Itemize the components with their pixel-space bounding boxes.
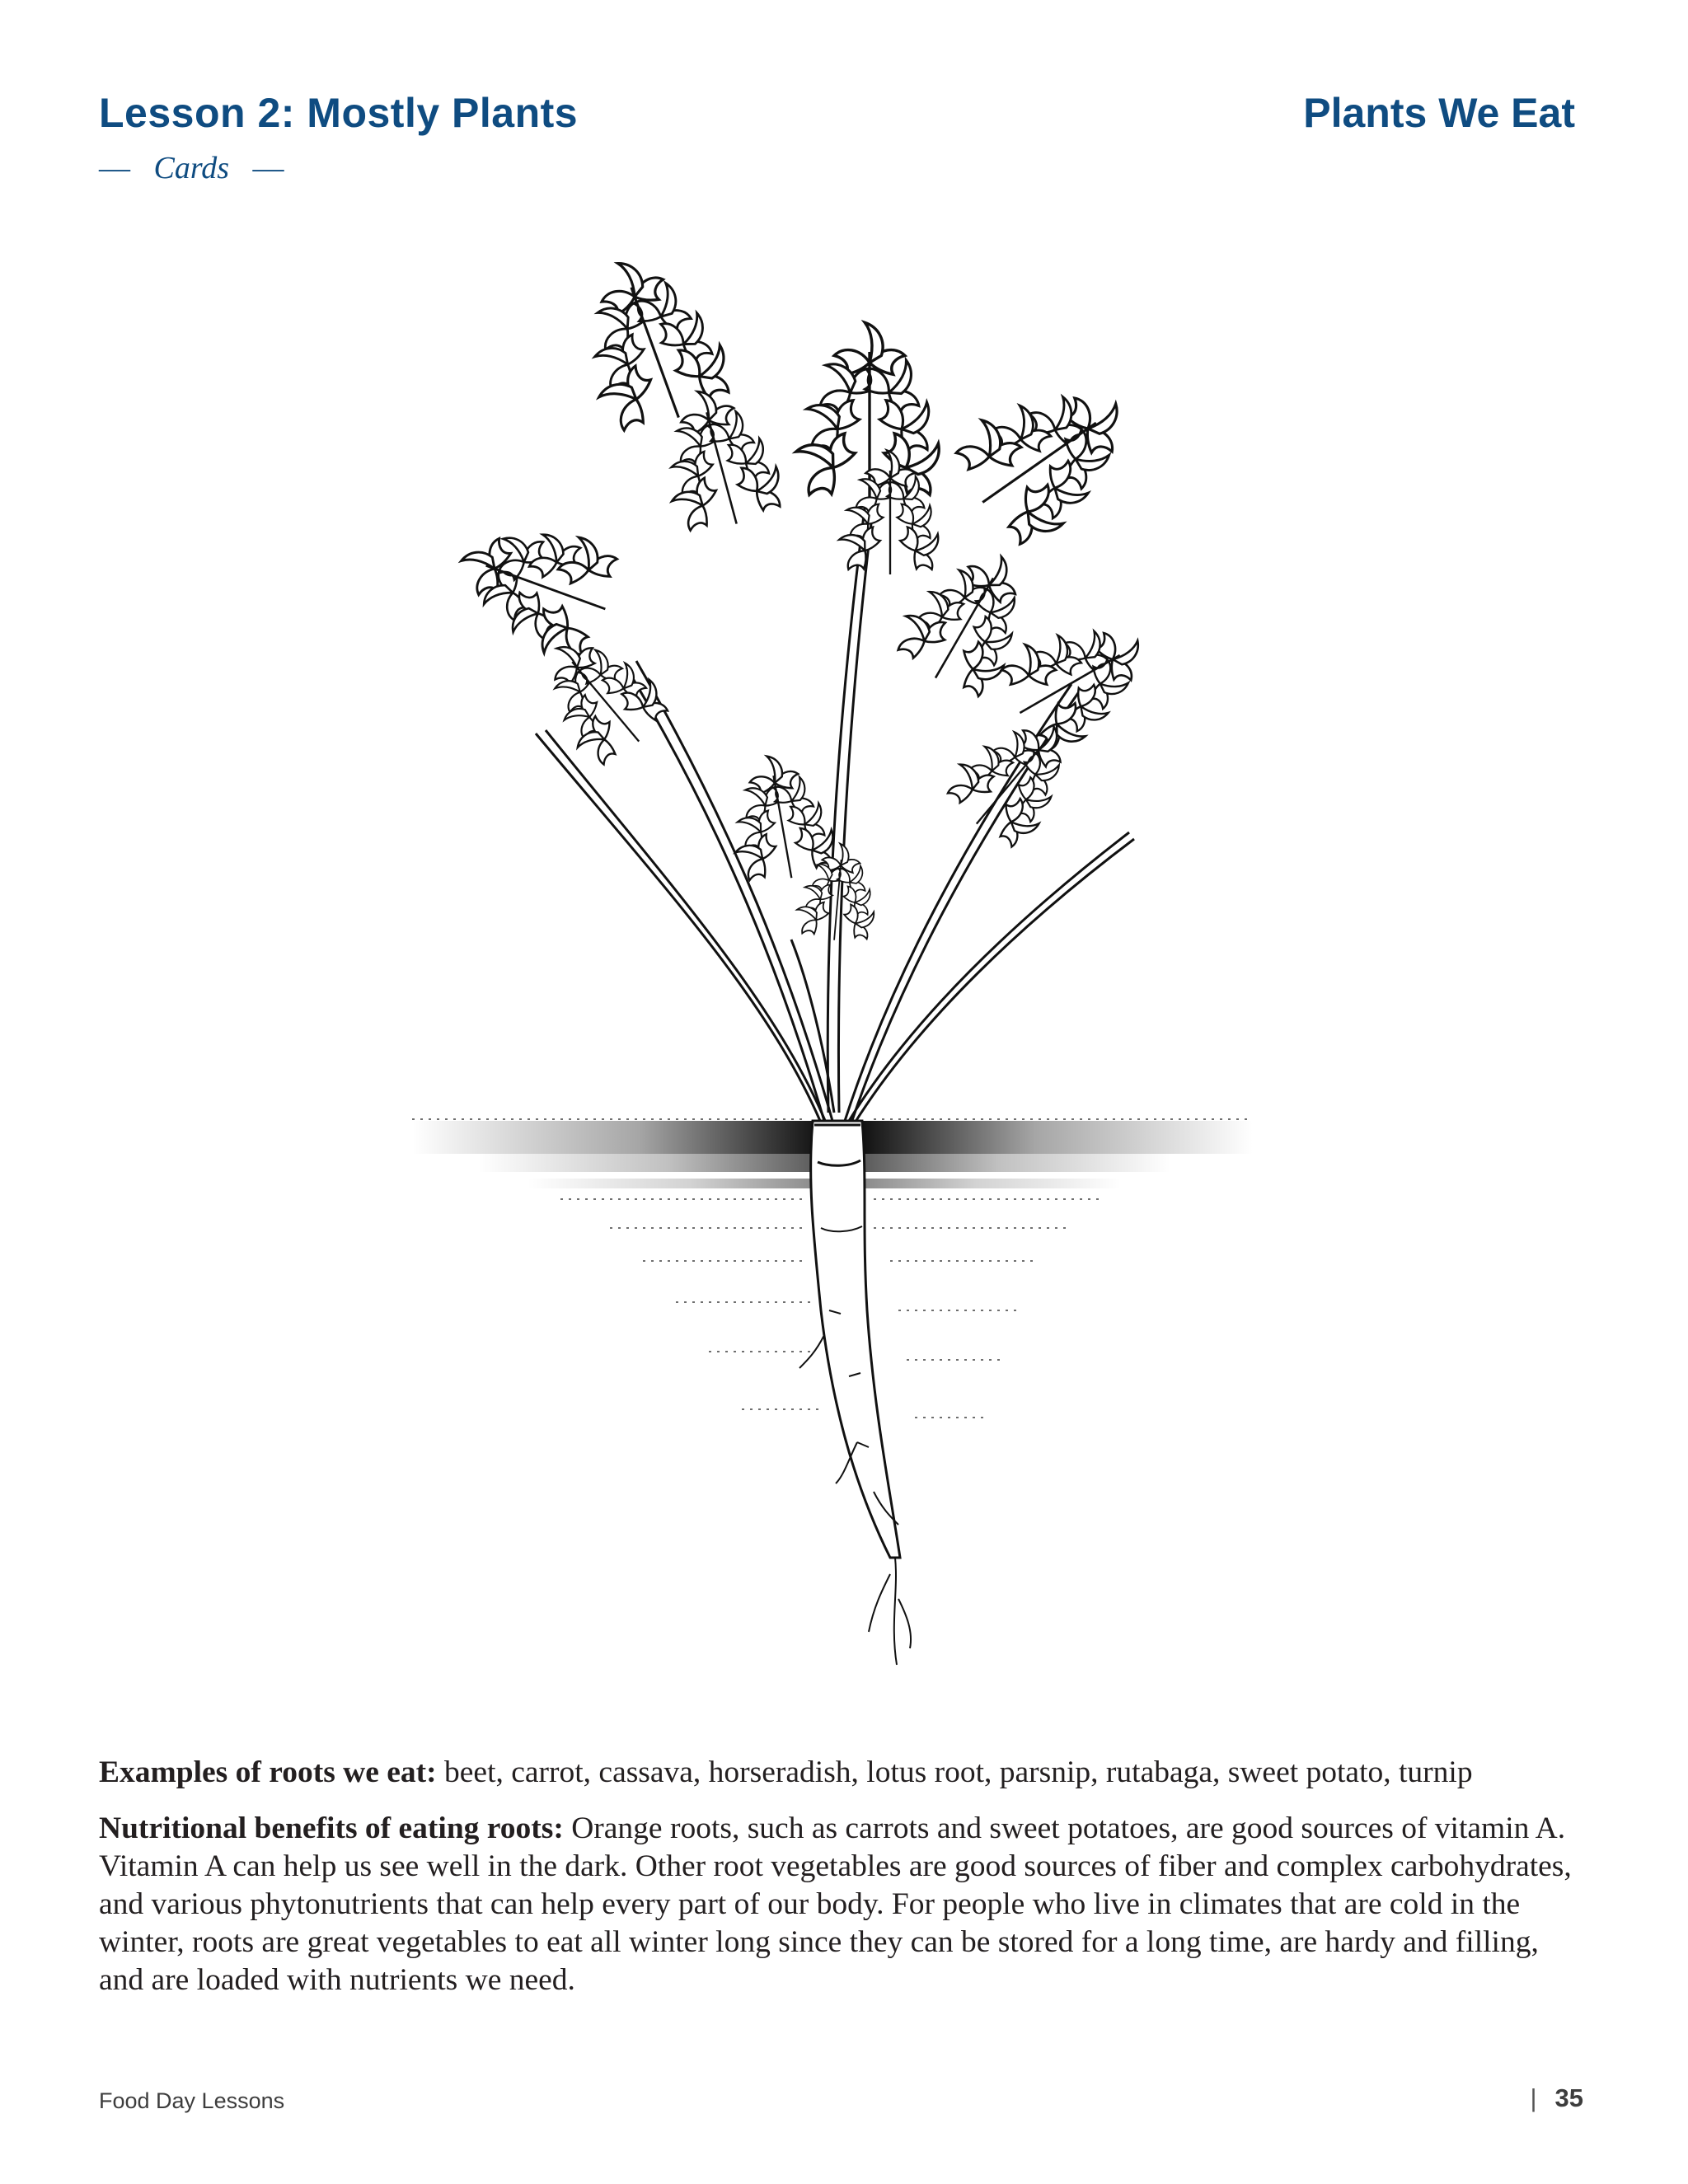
benefits-text: Orange roots, such as carrots and sweet potatoes, are good sources of vitamin A. Vitamin A can help us see well in the dark. Other root vegetables are good sources of fiber and complex carbohydrates, and various phytonutrients that can help every part of our body. For people who live in climates that are cold in the winter, roots are great vegetables to eat all winter long since they can be stored for a long time, are hardy and filling, and are loaded with nutrients we need. — [99, 1811, 1572, 1997]
examples-paragraph — [99, 1754, 1582, 1792]
page-number: 35 — [1554, 2083, 1583, 2112]
benefits-paragraph — [99, 1810, 1582, 1999]
footer-page — [1530, 2083, 1583, 2113]
carrot-plant-illustration — [363, 157, 1335, 1706]
content-text — [99, 1754, 1582, 2018]
lesson-title: Lesson 2: Mostly Plants — [99, 90, 579, 136]
subtitle-dash-right: — — [252, 151, 284, 185]
footer-separator: | — [1530, 2083, 1537, 2112]
benefits-label: Nutritional benefits of eating roots: — [99, 1811, 564, 1845]
examples-label: Examples of roots we eat: — [99, 1755, 437, 1789]
subtitle-dash-left: — — [99, 151, 130, 185]
footer-source: Food Day Lessons — [99, 2088, 285, 2113]
section-title: Plants We Eat — [1303, 90, 1575, 136]
subtitle-text: Cards — [153, 151, 230, 185]
examples-text: beet, carrot, cassava, horseradish, lotus root, parsnip, rutabaga, sweet potato, turnip — [436, 1755, 1473, 1789]
subtitle — [99, 150, 284, 186]
